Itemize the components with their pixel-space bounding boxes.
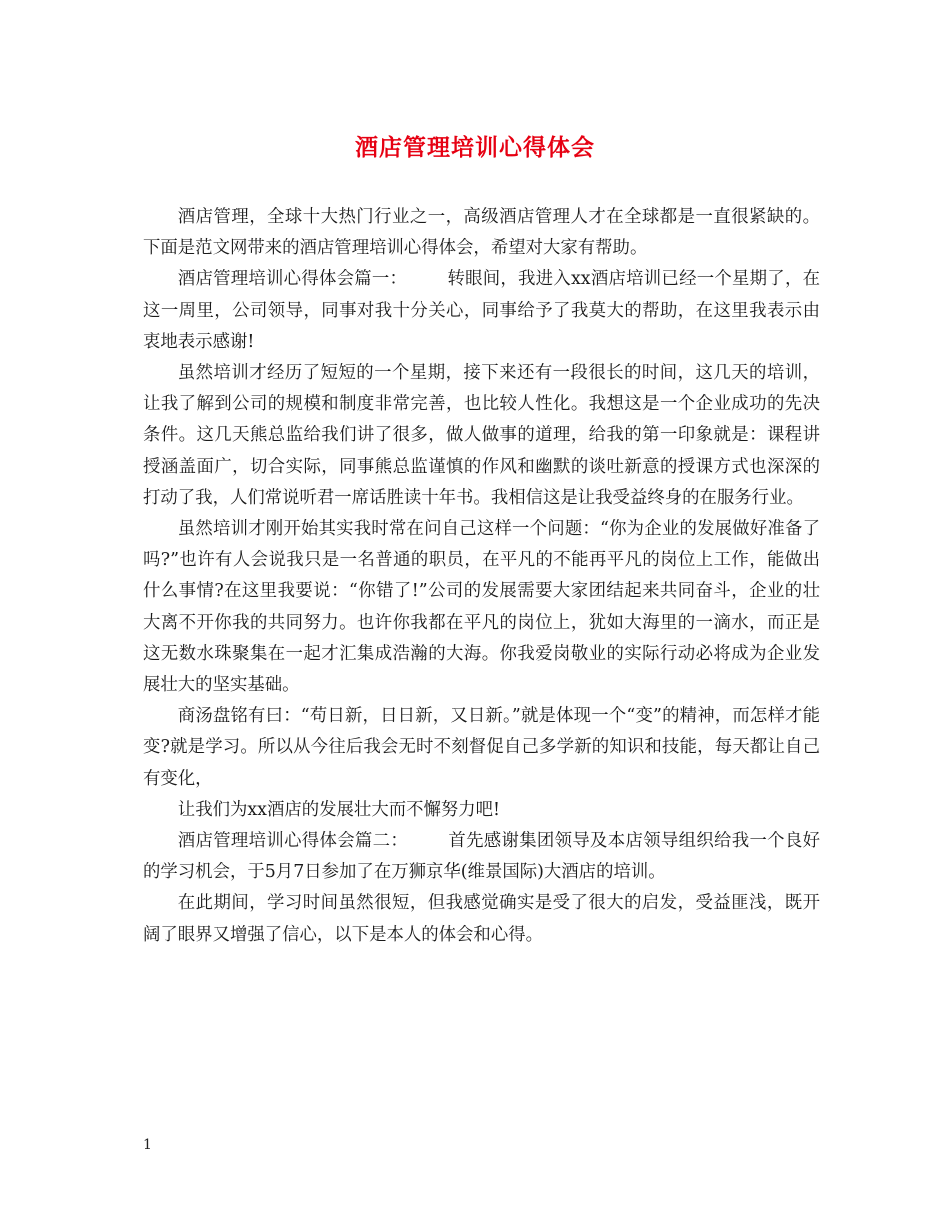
paragraph-self-reflection bbox=[143, 514, 820, 701]
paragraph-part-one-heading bbox=[143, 264, 820, 358]
paragraph-text: 让我们为xx酒店的发展壮大而不懈努力吧! bbox=[177, 799, 501, 820]
paragraph-call-to-action bbox=[143, 795, 820, 826]
document-body bbox=[143, 202, 820, 951]
paragraph-inscription-quote bbox=[143, 701, 820, 795]
paragraph-text: 商汤盘铭有曰：“苟日新，日日新，又日新。”就是体现一个“变”的精神，而怎样才能变?就是学习。所以从今往后我会无时不刻督促自己多学新的知识和技能，每天都让自己有变化， bbox=[143, 706, 820, 789]
document-title: 酒店管理培训心得体会 bbox=[355, 134, 595, 161]
paragraph-text: 在此期间，学习时间虽然很短，但我感觉确实是受了很大的启发，受益匪浅，既开阔了眼界又增强了信心，以下是本人的体会和心得。 bbox=[143, 893, 820, 945]
paragraph-text: 虽然培训才经历了短短的一个星期，接下来还有一段很长的时间，这几天的培训，让我了解到公司的规模和制度非常完善，也比较人性化。我想这是一个企业成功的先决条件。这几天熊总监给我们讲了很多，做人做事的道理，给我的第一印象就是：课程讲授涵盖面广，切合实际，同事熊总监谨慎的作风和幽默的谈吐新意的授课方式也深深的打动了我，人们常说听君一席话胜读十年书。我相信这是让我受益终身的在服务行业。 bbox=[143, 363, 820, 508]
paragraph-text: 酒店管理，全球十大热门行业之一，高级酒店管理人才在全球都是一直很紧缺的。下面是范文网带来的酒店管理培训心得体会，希望对大家有帮助。 bbox=[143, 207, 820, 259]
paragraph-text: 首先感谢集团领导及本店领导组织给我一个良好的学习机会，于5月7日参加了在万狮京华(维景国际)大酒店的培训。 bbox=[143, 831, 820, 883]
paragraph-part-two-heading bbox=[143, 826, 820, 888]
paragraph-training-experience bbox=[143, 358, 820, 514]
paragraph-study-summary bbox=[143, 888, 820, 950]
paragraph-intro bbox=[143, 202, 820, 264]
paragraph-text: 转眼间，我进入xx酒店培训已经一个星期了，在这一周里，公司领导，同事对我十分关心，同事给予了我莫大的帮助，在这里我表示由衷地表示感谢! bbox=[143, 269, 820, 352]
section-label: 酒店管理培训心得体会篇二： bbox=[177, 831, 409, 852]
page-number: 1 bbox=[143, 1137, 152, 1153]
section-label: 酒店管理培训心得体会篇一： bbox=[177, 269, 408, 290]
paragraph-text: 虽然培训才刚开始其实我时常在问自己这样一个问题：“你为企业的发展做好准备了吗?”也许有人会说我只是一名普通的职员，在平凡的不能再平凡的岗位上工作，能做出什么事情?在这里我要说：“你错了!”公司的发展需要大家团结起来共同奋斗，企业的壮大离不开你我的共同努力。也许你我都在平凡的岗位上，犹如大海里的一滴水，而正是这无数水珠聚集在一起才汇集成浩瀚的大海。你我爱岗敬业的实际行动必将成为企业发展壮大的坚实基础。 bbox=[143, 519, 820, 696]
